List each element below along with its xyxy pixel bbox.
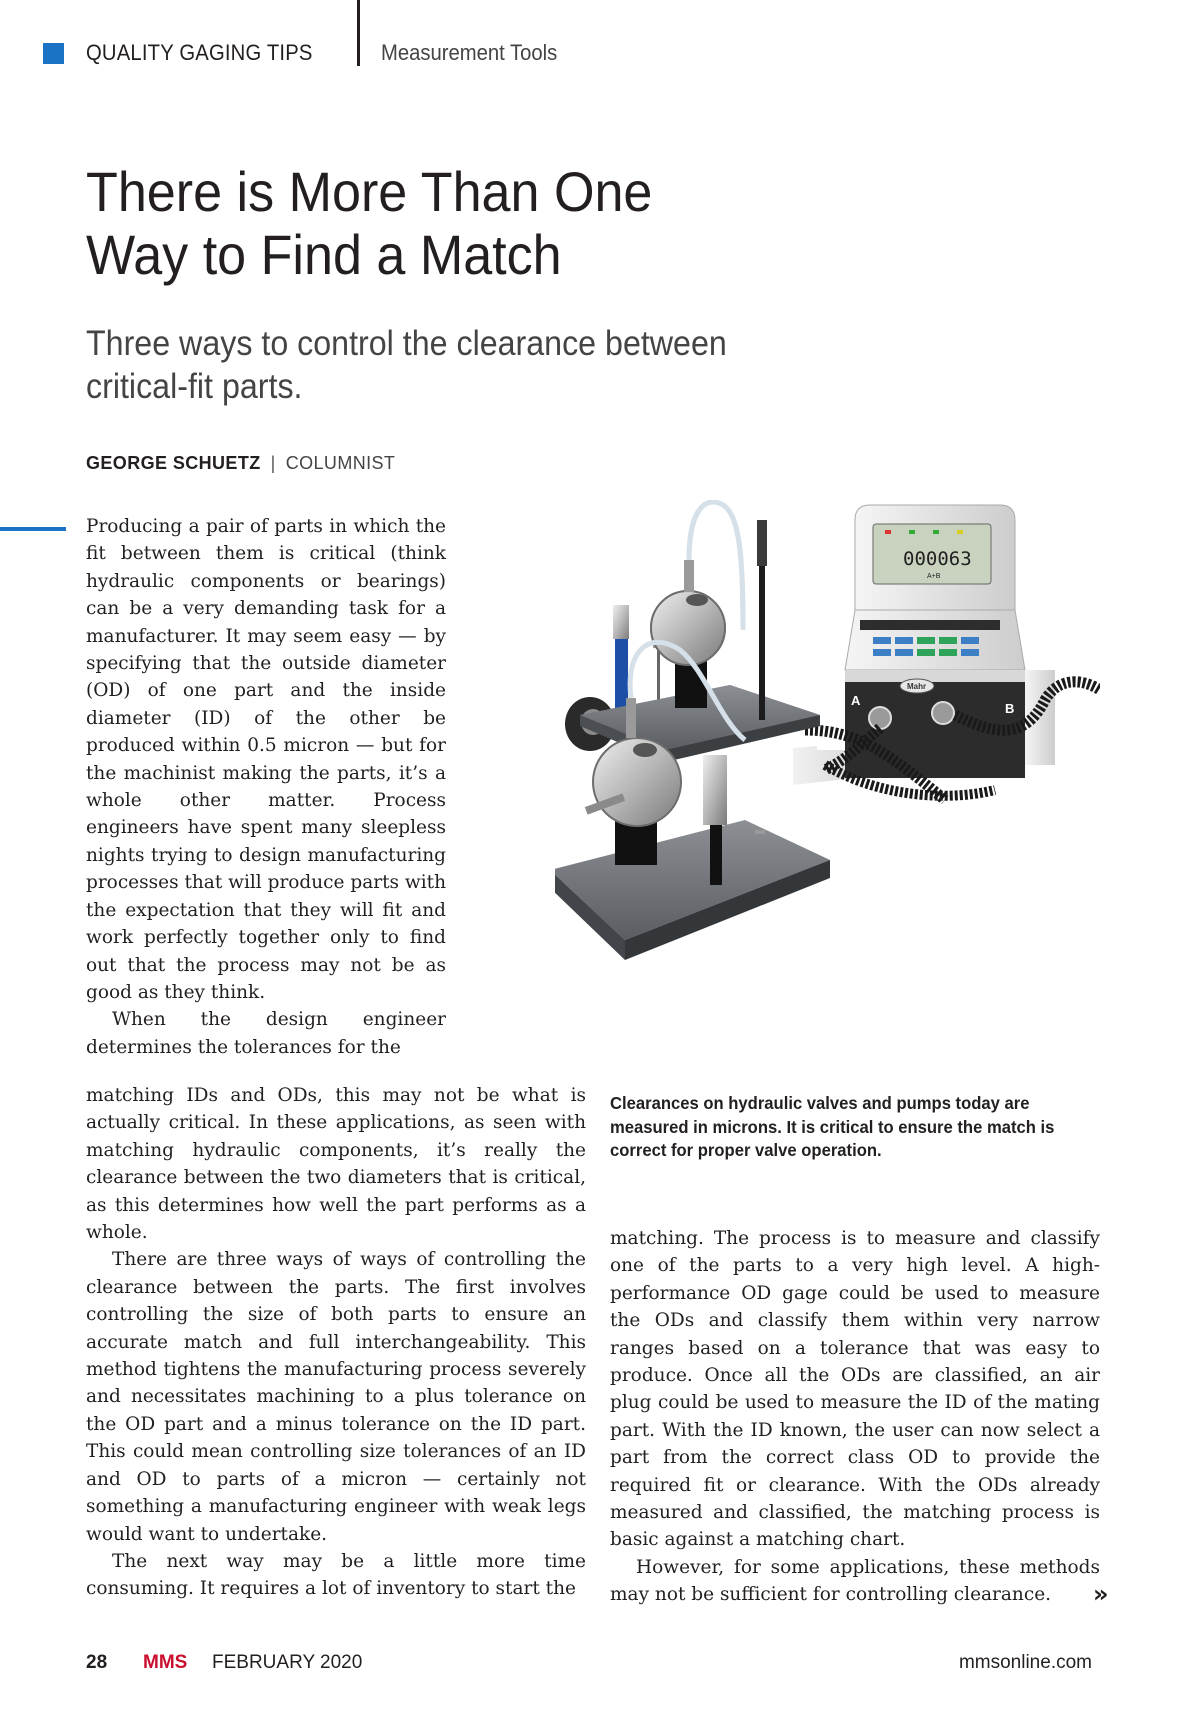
section-marker — [43, 43, 64, 64]
port-a-label: A — [851, 693, 861, 708]
header-divider — [357, 0, 360, 66]
figure-caption: Clearances on hydraulic valves and pumps today are measured in microns. It is critical to ensure the match is correct for proper valve operation. — [610, 1093, 1055, 1160]
title-line-1: There is More Than One — [86, 160, 653, 223]
paragraph-6: However, for some applications, these methods may not be sufficient for controlling clearance. — [610, 1556, 1100, 1606]
port-b-connector — [932, 702, 954, 724]
author-name: GEORGE SCHUETZ — [86, 453, 261, 473]
paragraph-5: matching. The process is to measure and classify one of the parts to a very high level. A high-performance OD gage could be used to measure the ODs and classify them within very narrow ranges based on a tolerance that was easy to produce. Once all the ODs are classified, an air plug could be used to measure the ID of the mating part. With the ID known, the user can now select a part from the correct class OD to provide the required fit or clearance. With the ODs already measured and classified, the matching process is basic against a matching chart. — [610, 1228, 1100, 1551]
paragraph-2-continued: matching IDs and ODs, this may not be what is actually critical. In these applications, as seen with matching hydraulic components, it’s really the clearance between the two diameters that is critical, as this determines how well the part performs as a whole. — [86, 1085, 586, 1244]
title-line-2: Way to Find a Match — [86, 223, 562, 286]
byline-separator: | — [270, 453, 276, 473]
subtitle-line-1: Three ways to control the clearance between — [86, 324, 727, 363]
continue-arrow-icon: » — [1093, 1580, 1109, 1608]
electronic-column-photo — [555, 500, 1100, 1085]
page-number: 28 — [86, 1652, 108, 1673]
paragraph-3: There are three ways of ways of controlling the clearance between the parts. The first involves controlling the size of both parts to ensure an accurate match and full interchangeability. This method tightens the manufacturing process severely and necessitates machining to a plus tolerance on the OD part and a minus tolerance on the ID part. This could mean controlling size tolerances of an ID and OD to parts of a micron — certainly not something a manufacturing engineer with weak legs would want to undertake. — [86, 1249, 586, 1545]
paragraph-4: The next way may be a little more time consuming. It requires a lot of inventory to start the — [86, 1550, 586, 1600]
body-column-left-top — [86, 513, 446, 1061]
issue-date: FEBRUARY 2020 — [212, 1652, 363, 1673]
section-label: QUALITY GAGING TIPS — [86, 40, 313, 65]
port-b-label: B — [1005, 701, 1015, 716]
magazine-brand: MMS — [143, 1652, 188, 1673]
topic-label: Measurement Tools — [381, 40, 558, 65]
lcd-sub-label: A+B — [927, 573, 941, 580]
article-title — [86, 160, 652, 286]
accent-rule — [0, 527, 66, 531]
author-role: COLUMNIST — [285, 453, 396, 473]
paragraph-2-start: When the design engineer determines the tolerances for the — [86, 1009, 446, 1058]
body-column-left-bottom — [86, 1082, 586, 1603]
byline — [86, 453, 395, 474]
paragraph-1: Producing a pair of parts in which the fit between them is critical (think hydraulic components or bearings) can be a very demanding task for a manufacturer. It may seem easy — by specifying that the outside diameter (OD) of one part and the inside diameter (ID) of the other be produced within 0.5 micron — but for the machinist making the parts, it’s a whole other matter. Process engineers have spent many sleepless nights trying to design manufacturing processes that will produce parts with the expectation that they will fit and work perfectly together only to find out that the process may not be as good as they think. — [86, 516, 447, 1003]
article-subtitle — [86, 322, 727, 408]
body-column-right — [610, 1225, 1100, 1609]
air-plug-fixture — [703, 755, 727, 825]
website: mmsonline.com — [958, 1652, 1092, 1673]
lcd-reading: 000063 — [903, 548, 972, 570]
subtitle-line-2: critical-fit parts. — [86, 367, 303, 406]
column-brand: Mahr — [907, 682, 927, 691]
port-a-connector — [869, 707, 891, 729]
